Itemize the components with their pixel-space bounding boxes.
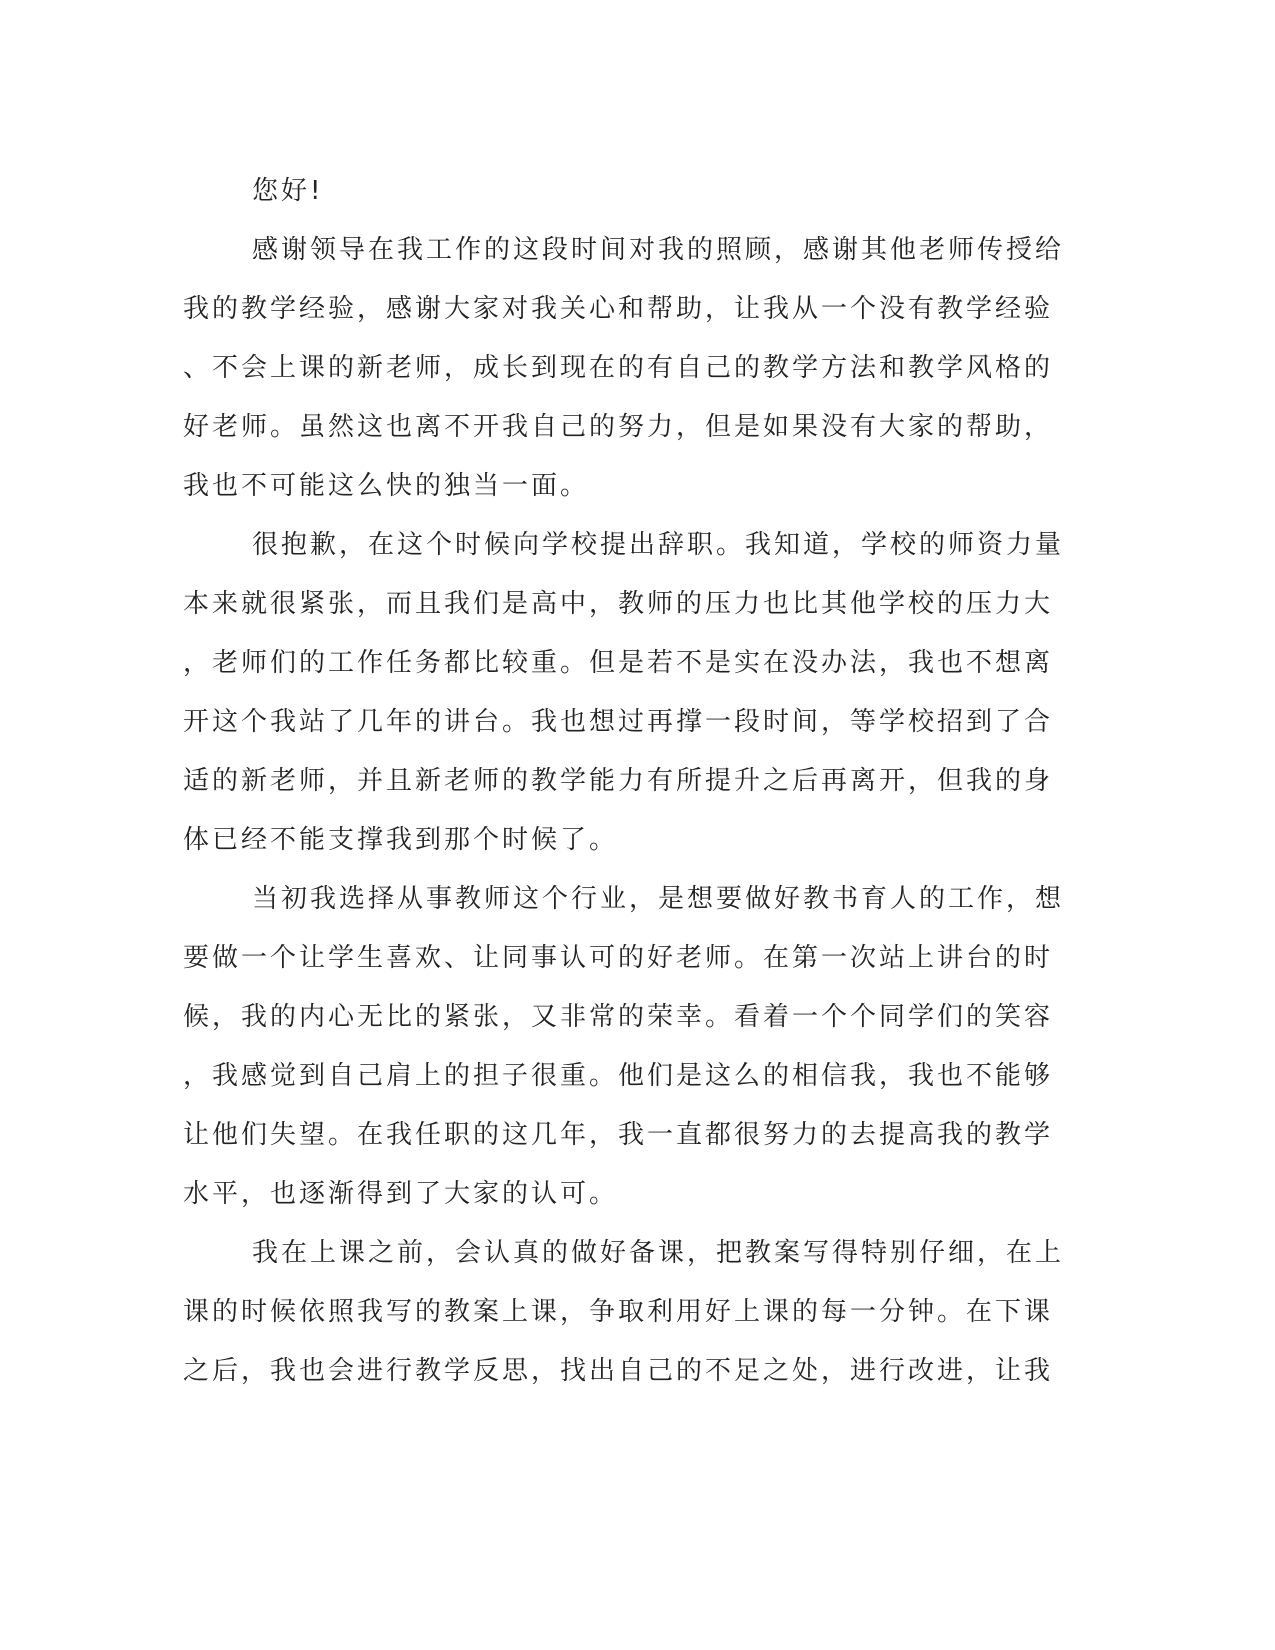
text-line: ，我感觉到自己肩上的担子很重。他们是这么的相信我，我也不能够	[183, 1061, 1054, 1091]
text-line: ，老师们的工作任务都比较重。但是若不是实在没办法，我也不想离	[183, 648, 1054, 678]
text-line: 、不会上课的新老师，成长到现在的有自己的教学方法和教学风格的	[183, 353, 1054, 383]
text-line: 很抱歉，在这个时候向学校提出辞职。我知道，学校的师资力量	[252, 530, 1065, 560]
text-line: 我在上课之前，会认真的做好备课，把教案写得特别仔细，在上	[252, 1238, 1065, 1268]
text-line: 当初我选择从事教师这个行业，是想要做好教书育人的工作，想	[252, 884, 1065, 914]
text-line: 适的新老师，并且新老师的教学能力有所提升之后再离开，但我的身	[183, 766, 1054, 796]
text-line: 之后，我也会进行教学反思，找出自己的不足之处，进行改进，让我	[183, 1356, 1054, 1386]
letter-body	[183, 162, 1065, 1401]
text-line: 开这个我站了几年的讲台。我也想过再撑一段时间，等学校招到了合	[183, 707, 1054, 737]
text-line: 我也不可能这么快的独当一面。	[183, 471, 590, 501]
text-line: 我的教学经验，感谢大家对我关心和帮助，让我从一个没有教学经验	[183, 294, 1054, 324]
text-line: 候，我的内心无比的紧张，又非常的荣幸。看着一个个同学们的笑容	[183, 1002, 1054, 1032]
text-line: 要做一个让学生喜欢、让同事认可的好老师。在第一次站上讲台的时	[183, 943, 1054, 973]
text-line: 让他们失望。在我任职的这几年，我一直都很努力的去提高我的教学	[183, 1120, 1054, 1150]
text-line: 体已经不能支撑我到那个时候了。	[183, 825, 619, 855]
text-line: 感谢领导在我工作的这段时间对我的照顾，感谢其他老师传授给	[252, 235, 1065, 265]
text-line: 水平，也逐渐得到了大家的认可。	[183, 1179, 619, 1209]
greeting: 您好!	[252, 176, 324, 206]
text-line: 课的时候依照我写的教案上课，争取利用好上课的每一分钟。在下课	[183, 1297, 1054, 1327]
text-line: 好老师。虽然这也离不开我自己的努力，但是如果没有大家的帮助，	[183, 412, 1054, 442]
text-line: 本来就很紧张，而且我们是高中，教师的压力也比其他学校的压力大	[183, 589, 1054, 619]
